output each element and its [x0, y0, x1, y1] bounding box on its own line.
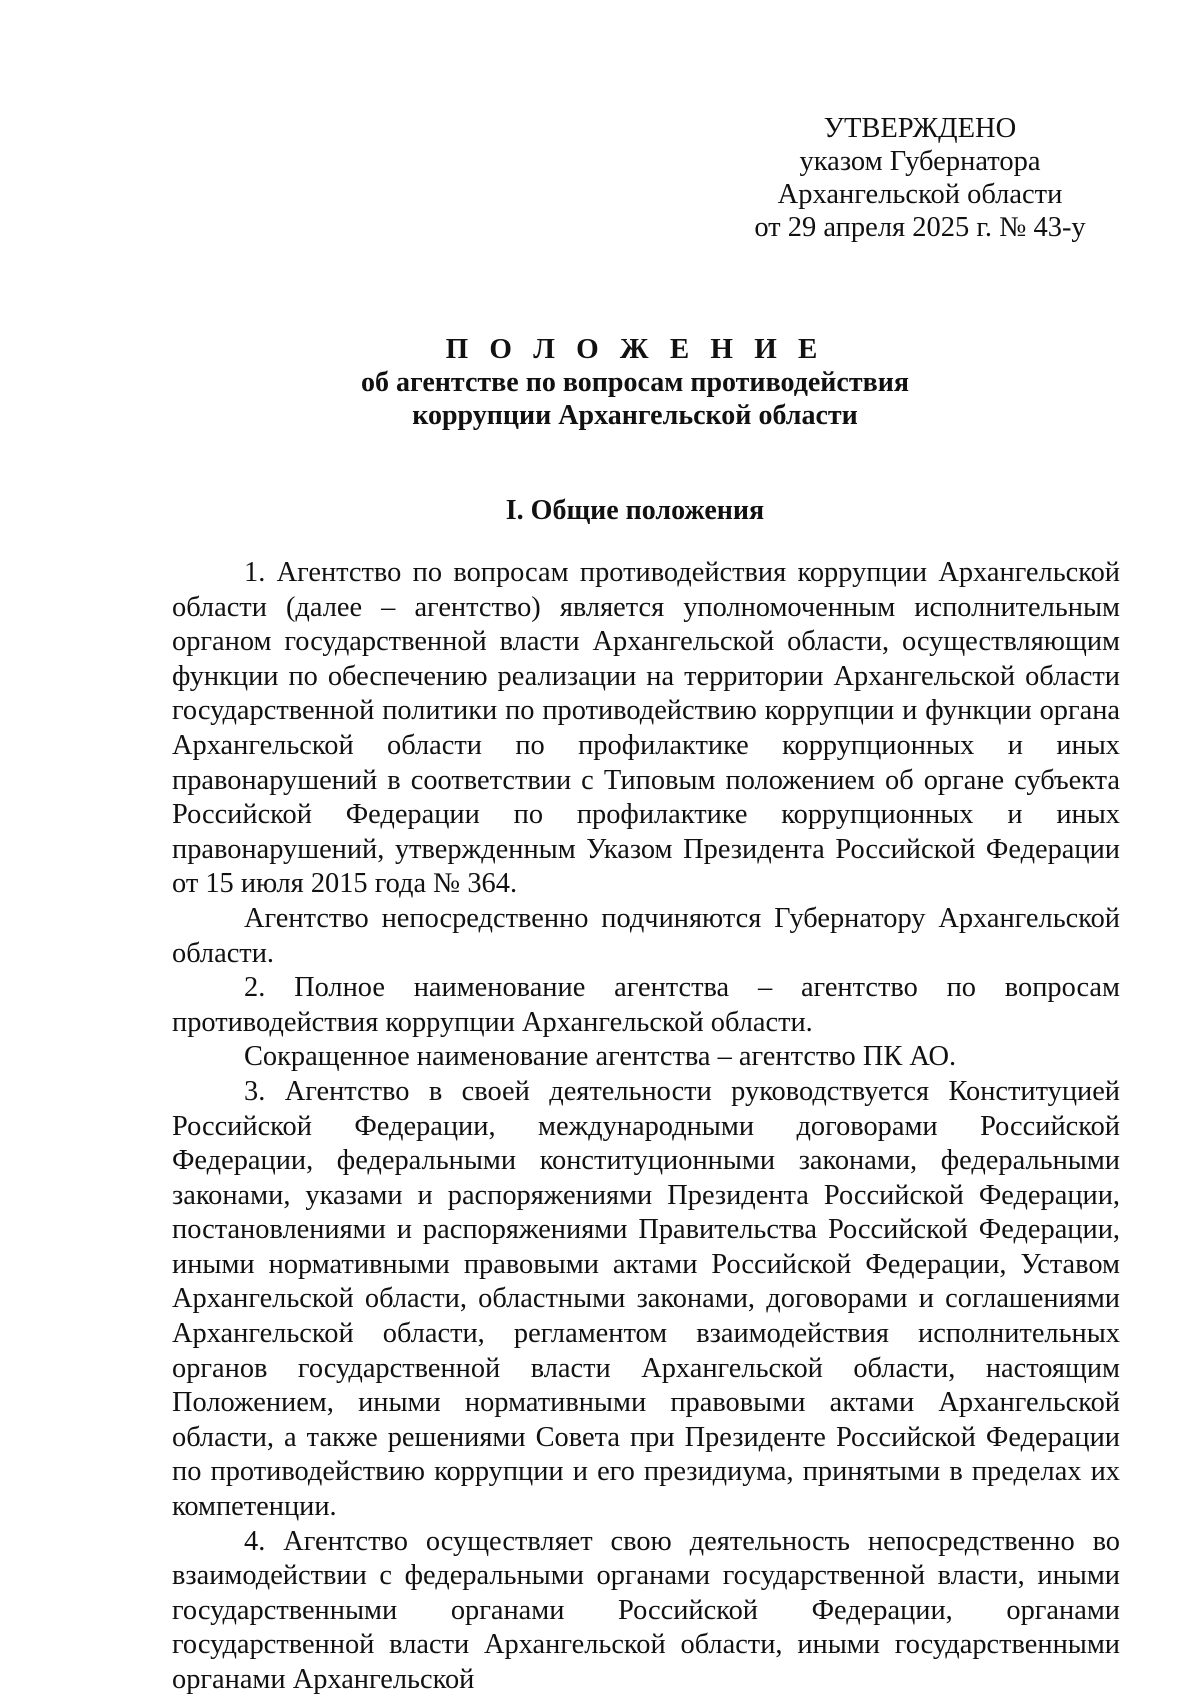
paragraph-4: 4. Агентство осуществляет свою деятельность непосредственно во взаимодействии с федеральными органами государственной власти, иными государственными органами Российской Федерации, органами государственной власти Архангельской области, иными государственными органами Архангельской: [172, 1525, 1120, 1695]
approval-line-decree: указом Губернатора: [799, 146, 1041, 177]
paragraph-1: 1. Агентство по вопросам противодействия коррупции Архангельской области (далее – агентство) является уполномоченным исполнительным органом государственной власти Архангельской области, осуществляющим функции по обеспечению реализации на территории Архангельской области государственной политики по противодействию коррупции и функции органа Архангельской области по профилактике коррупционных и иных правонарушений в соответствии с Типовым положением об органе субъекта Российской Федерации по профилактике коррупционных и иных правонарушений, утвержденным Указом Президента Российской Федерации от 15 июля 2015 года № 364.: [172, 557, 1120, 900]
title-subtitle-line1: об агентстве по вопросам противодействия: [361, 367, 909, 398]
document-title: [170, 333, 1100, 432]
paragraph-2: 2. Полное наименование агентства – агентство по вопросам противодействия коррупции Архангельской области.: [172, 972, 1120, 1038]
approval-stamp: [720, 112, 1120, 244]
title-main: П О Л О Ж Е Н И Е: [445, 333, 825, 365]
section-heading: I. Общие положения: [505, 495, 765, 526]
title-subtitle-line2: коррупции Архангельской области: [412, 400, 858, 431]
body-text: [172, 556, 1120, 1698]
paragraph-2-short-name: Сокращенное наименование агентства – агентство ПК АО.: [244, 1041, 957, 1073]
paragraph-3: 3. Агентство в своей деятельности руководствуется Конституцией Российской Федерации, международными договорами Российской Федерации, федеральными конституционными законами, федеральными законами, указами и распоряжениями Президента Российской Федерации, постановлениями и распоряжениями Правительства Российской Федерации, иными нормативными правовыми актами Российской Федерации, Уставом Архангельской области, областными законами, договорами и соглашениями Архангельской области, регламентом взаимодействия исполнительных органов государственной власти Архангельской области, настоящим Положением, иными нормативными правовыми актами Архангельской области, а также решениями Совета при Президенте Российской Федерации по противодействию коррупции и его президиума, принятыми в пределах их компетенции.: [172, 1075, 1120, 1523]
approval-line-approved: УТВЕРЖДЕНО: [823, 113, 1017, 144]
approval-line-date: от 29 апреля 2025 г. № 43-у: [754, 212, 1086, 243]
approval-line-region: Архангельской области: [777, 179, 1063, 210]
paragraph-1-subordination: Агентство непосредственно подчиняются Губернатору Архангельской области.: [172, 902, 1120, 969]
